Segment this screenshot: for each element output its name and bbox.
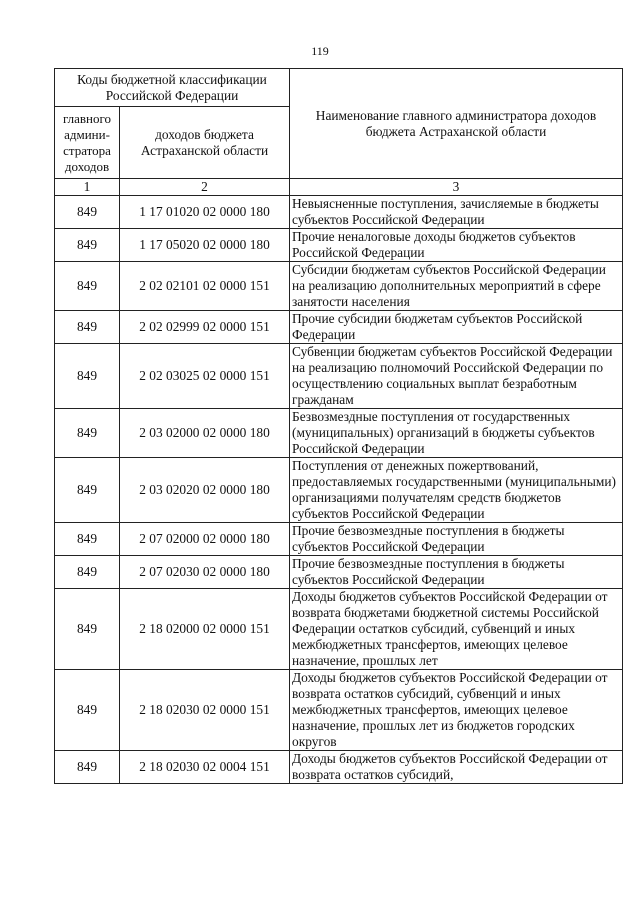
row-name: Доходы бюджетов субъектов Российской Федерации от возврата остатков субсидий, [290, 751, 623, 784]
row-income-code: 2 03 02020 02 0000 180 [120, 458, 290, 523]
row-admin-code: 849 [55, 344, 120, 409]
header-num-2: 2 [120, 179, 290, 196]
row-name: Субсидии бюджетам субъектов Российской Федерации на реализацию дополнительных мероприятий в сфере занятости населения [290, 262, 623, 311]
row-admin-code: 849 [55, 670, 120, 751]
row-income-code: 2 02 02999 02 0000 151 [120, 311, 290, 344]
header-number-row [55, 179, 623, 196]
table-row [55, 523, 623, 556]
table-row [55, 262, 623, 311]
row-admin-code: 849 [55, 409, 120, 458]
row-name: Доходы бюджетов субъектов Российской Федерации от возврата остатков субсидий, субвенций и иных межбюджетных трансфертов, имеющих целевое назначение, прошлых лет из бюджетов городских округов [290, 670, 623, 751]
header-num-3: 3 [290, 179, 623, 196]
row-name: Доходы бюджетов субъектов Российской Федерации от возврата бюджетами бюджетной системы Российской Федерации остатков субсидий, субвенций и иных межбюджетных трансфертов, имеющих целевое назначение, прошлых лет [290, 589, 623, 670]
header-row-group [55, 69, 623, 107]
header-num-1: 1 [55, 179, 120, 196]
row-income-code: 1 17 01020 02 0000 180 [120, 196, 290, 229]
header-income-column: доходов бюджета Астраханской области [120, 107, 290, 179]
row-admin-code: 849 [55, 196, 120, 229]
row-admin-code: 849 [55, 751, 120, 784]
budget-classification-table [54, 68, 623, 784]
row-income-code: 2 02 03025 02 0000 151 [120, 344, 290, 409]
row-name: Прочие субсидии бюджетам субъектов Российской Федерации [290, 311, 623, 344]
table-row [55, 409, 623, 458]
row-income-code: 2 02 02101 02 0000 151 [120, 262, 290, 311]
header-name-column: Наименование главного администратора доходов бюджета Астраханской области [290, 69, 623, 179]
row-income-code: 1 17 05020 02 0000 180 [120, 229, 290, 262]
row-name: Невыясненные поступления, зачисляемые в бюджеты субъектов Российской Федерации [290, 196, 623, 229]
row-income-code: 2 07 02030 02 0000 180 [120, 556, 290, 589]
table-row [55, 344, 623, 409]
row-name: Прочие безвозмездные поступления в бюджеты субъектов Российской Федерации [290, 523, 623, 556]
row-income-code: 2 18 02030 02 0004 151 [120, 751, 290, 784]
header-admin-column: главного админи-стратора доходов [55, 107, 120, 179]
table-row [55, 589, 623, 670]
row-income-code: 2 07 02000 02 0000 180 [120, 523, 290, 556]
row-name: Прочие безвозмездные поступления в бюджеты субъектов Российской Федерации [290, 556, 623, 589]
page-number: 119 [311, 44, 329, 58]
row-name: Прочие неналоговые доходы бюджетов субъектов Российской Федерации [290, 229, 623, 262]
row-income-code: 2 03 02000 02 0000 180 [120, 409, 290, 458]
row-admin-code: 849 [55, 458, 120, 523]
row-name: Поступления от денежных пожертвований, предоставляемых государственными (муниципальными) организациями получателям средств бюджетов субъектов Российской Федерации [290, 458, 623, 523]
row-name: Субвенции бюджетам субъектов Российской Федерации на реализацию полномочий Российской Федерации по осуществлению социальных выплат безработным гражданам [290, 344, 623, 409]
table-row [55, 751, 623, 784]
header-codes-group: Коды бюджетной классификации Российской Федерации [55, 69, 290, 107]
row-name: Безвозмездные поступления от государственных (муниципальных) организаций в бюджеты субъектов Российской Федерации [290, 409, 623, 458]
table-row [55, 670, 623, 751]
table-row [55, 458, 623, 523]
table-row [55, 311, 623, 344]
table-row [55, 196, 623, 229]
table-row [55, 556, 623, 589]
table-row [55, 229, 623, 262]
row-admin-code: 849 [55, 229, 120, 262]
row-admin-code: 849 [55, 523, 120, 556]
row-admin-code: 849 [55, 311, 120, 344]
row-admin-code: 849 [55, 589, 120, 670]
row-admin-code: 849 [55, 262, 120, 311]
row-income-code: 2 18 02030 02 0000 151 [120, 670, 290, 751]
row-income-code: 2 18 02000 02 0000 151 [120, 589, 290, 670]
row-admin-code: 849 [55, 556, 120, 589]
